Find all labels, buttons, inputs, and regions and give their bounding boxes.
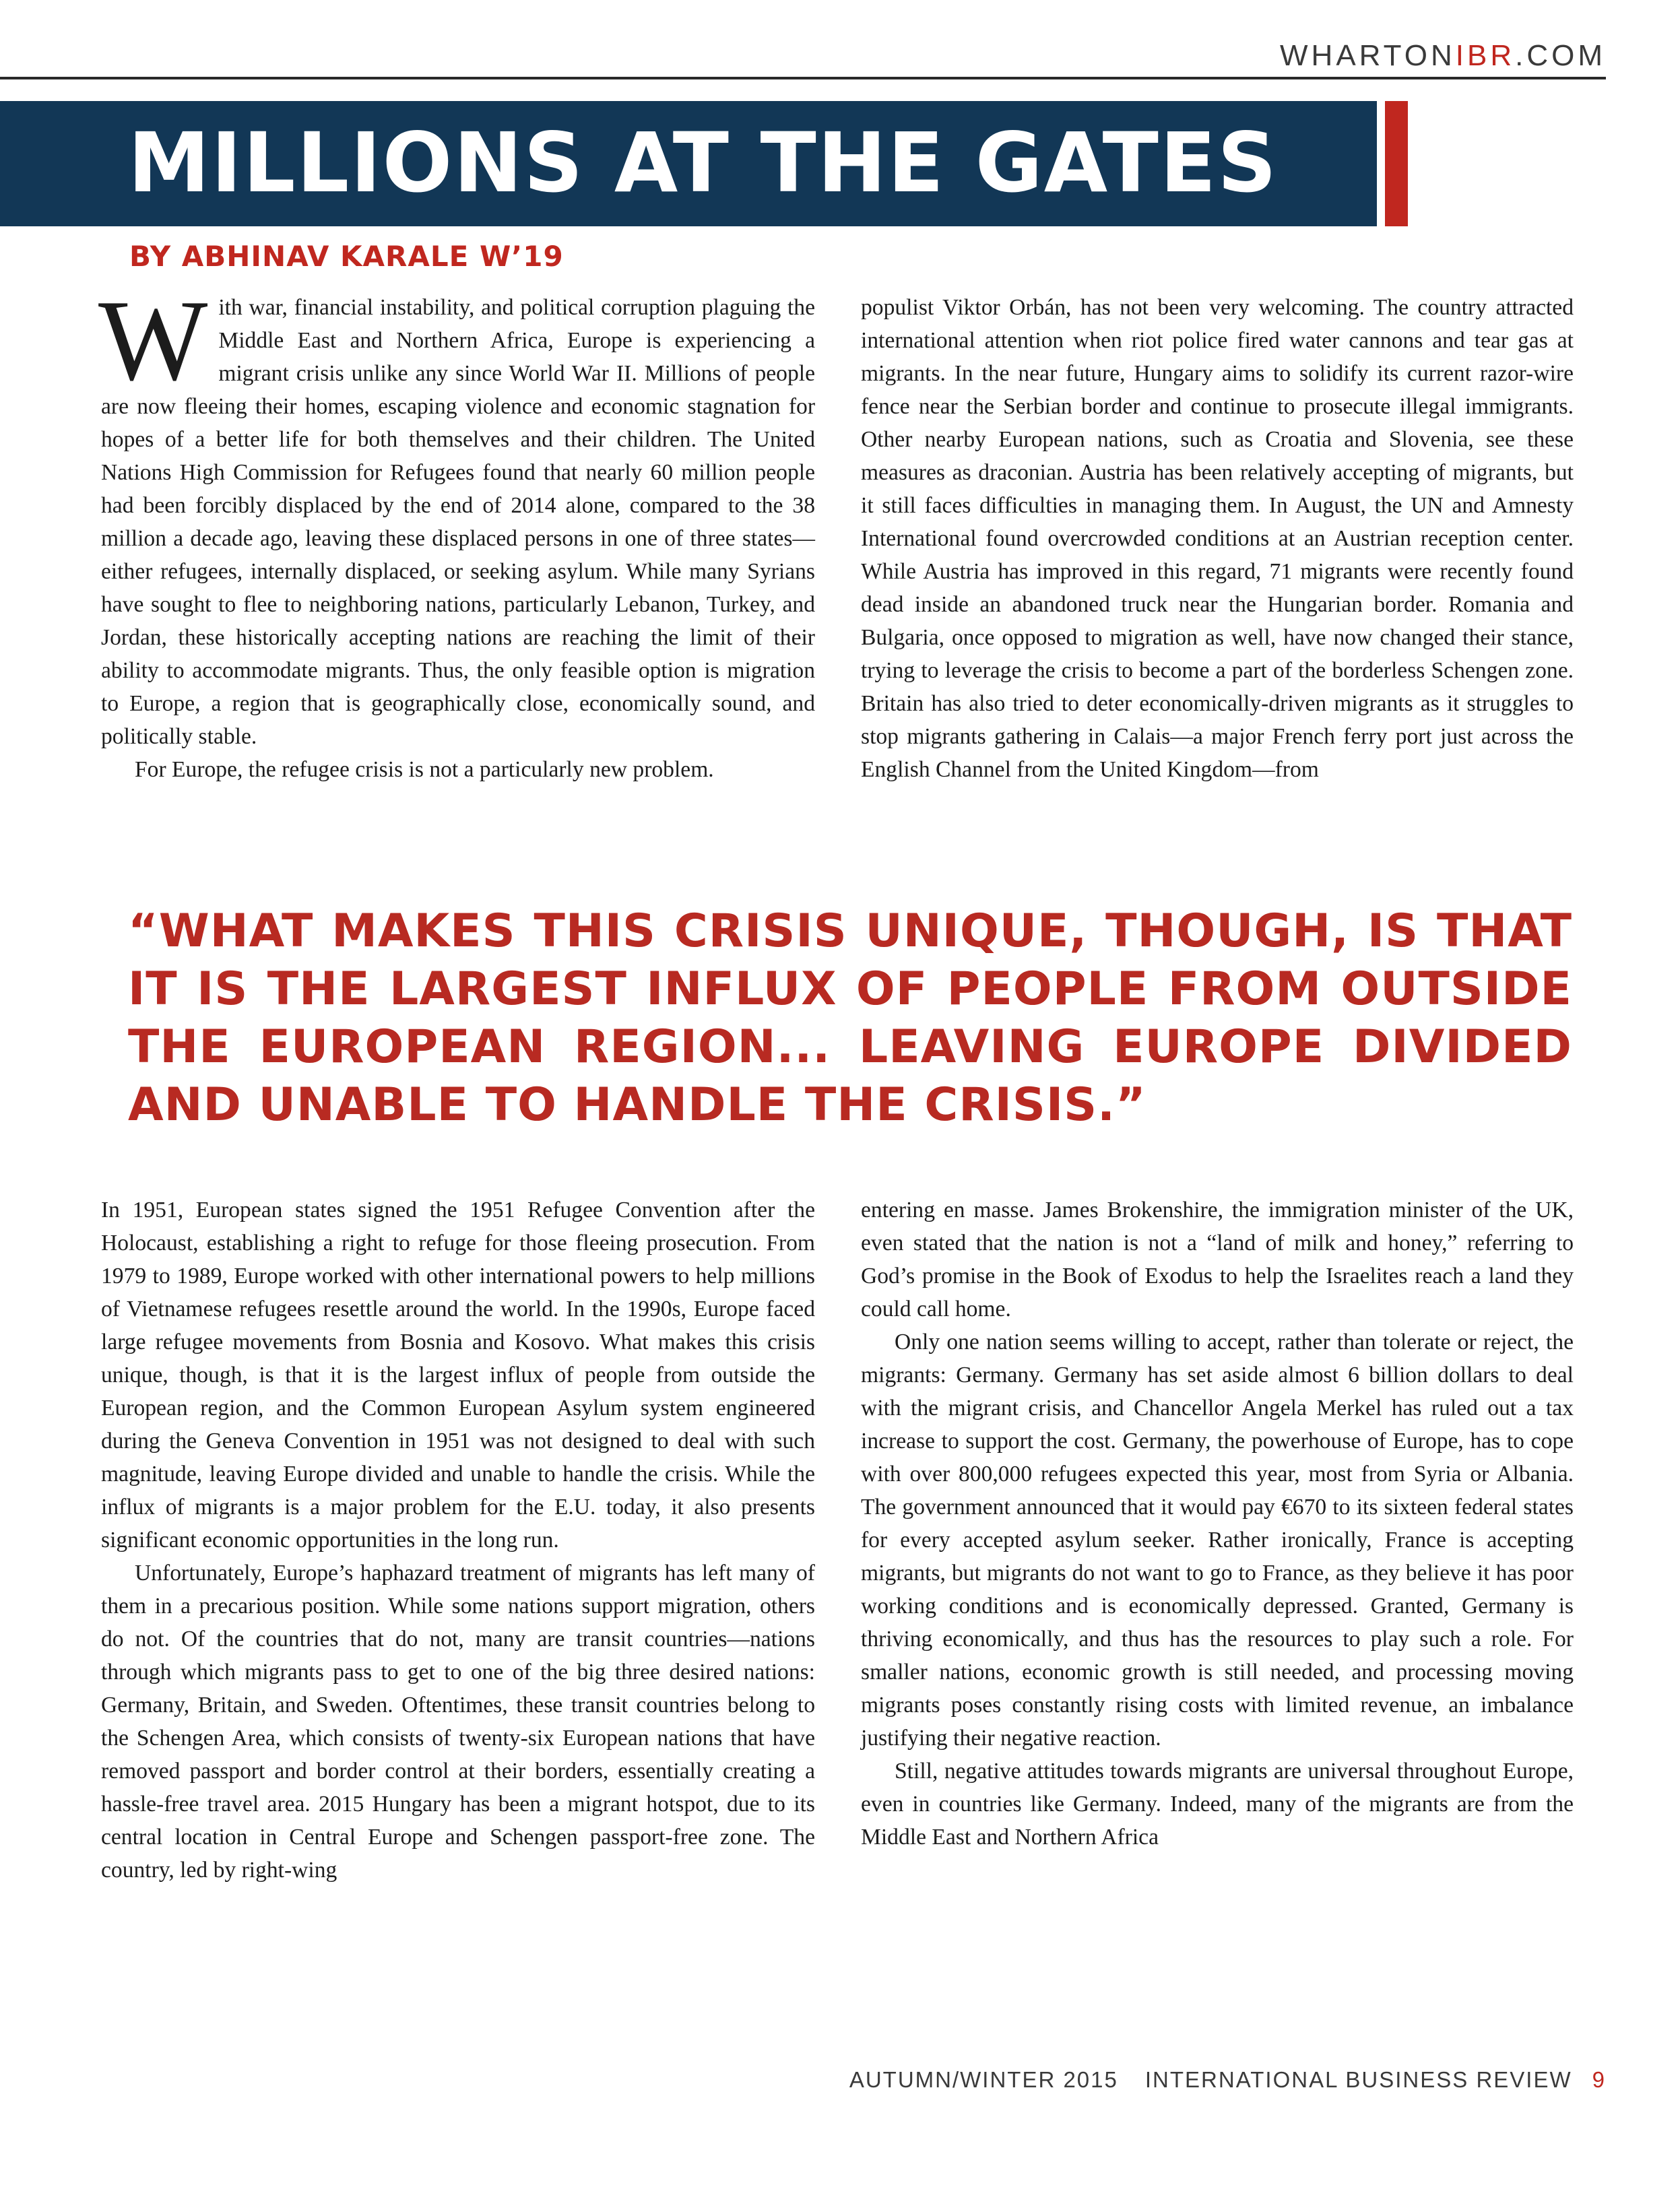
page-footer bbox=[849, 2067, 1606, 2093]
pull-quote: “WHAT MAKES THIS CRISIS UNIQUE, THOUGH, IS THAT IT IS THE LARGEST INFLUX OF PEOPLE FROM OUTSIDE THE EUROPEAN REGION... LEAVING EUROPE DIVIDED AND UNABLE TO HANDLE THE CRISIS.” bbox=[128, 905, 1572, 1132]
site-url-suffix: .COM bbox=[1515, 39, 1606, 72]
drop-cap: W bbox=[98, 277, 208, 405]
footer-issue: AUTUMN/WINTER 2015 bbox=[849, 2067, 1118, 2092]
site-url-accent: IBR bbox=[1455, 39, 1516, 72]
column-4 bbox=[861, 1194, 1574, 1854]
paragraph: Only one nation seems willing to accept, rather than tolerate or reject, the migrants: Germany. Germany has set aside almost 6 billion dollars to deal with the migrant crisis, and Chancellor Angela Merkel has ruled out a tax increase to support the cost. Germany, the powerhouse of Europe, has to cope with over 800,000 refugees expected this year, most from Syria or Albania. The government announced that it would pay €670 to its sixteen federal states for every accepted asylum seeker. Rather ironically, France is accepting migrants, but migrants do not want to go to France, as they believe it has poor working conditions and is economically depressed. Granted, Germany is thriving economically, and thus has the resources to play such a role. For smaller nations, economic growth is still needed, and processing moving migrants poses constantly rising costs with limited revenue, an imbalance justifying their negative reaction. bbox=[861, 1330, 1574, 1751]
footer-publication: INTERNATIONAL BUSINESS REVIEW bbox=[1144, 2067, 1572, 2092]
site-url-prefix: WHARTON bbox=[1280, 39, 1456, 72]
header-rule bbox=[0, 77, 1606, 79]
paragraph: entering en masse. James Brokenshire, the immigration minister of the UK, even stated that the nation is not a “land of milk and honey,” referring to God’s promise in the Book of Exodus to help the Israelites reach a land they could call home. bbox=[861, 1198, 1574, 1322]
article-title: MILLIONS AT THE GATES bbox=[128, 115, 1279, 211]
column-3 bbox=[101, 1194, 815, 1887]
article-byline: BY ABHINAV KARALE W’19 bbox=[129, 240, 564, 273]
column-1 bbox=[98, 277, 815, 786]
column-2 bbox=[861, 291, 1574, 786]
paragraph: Still, negative attitudes towards migrants are universal throughout Europe, even in countries like Germany. Indeed, many of the migrants are from the Middle East and Northern Africa bbox=[861, 1759, 1574, 1850]
paragraph: Unfortunately, Europe’s haphazard treatment of migrants has left many of them in a precarious position. While some nations support migration, others do not. Of the countries that do not, many are transit countries—nations through which migrants pass to get to one of the big three desired nations: Germany, Britain, and Sweden. Oftentimes, these transit countries belong to the Schengen Area, which consists of twenty-six European nations that have removed passport and border control at their borders, essentially creating a hassle-free travel area. 2015 Hungary has been a migrant hotspot, due to its central location in Central Europe and Schengen passport-free zone. The country, led by right-wing bbox=[101, 1561, 815, 1883]
paragraph bbox=[98, 277, 815, 753]
title-banner-accent bbox=[1385, 101, 1408, 226]
paragraph-text: ith war, financial instability, and political corruption plaguing the Middle East and Northern Africa, Europe is experiencing a migrant crisis unlike any since World War II. Millions of people are now fleeing their homes, escaping violence and economic stagnation for hopes of a better life for both themselves and their children. The United Nations High Commission for Refugees found that nearly 60 million people had been forcibly displaced by the end of 2014 alone, compared to the 38 million a decade ago, leaving these displaced persons in one of three states—either refugees, internally displaced, or seeking asylum. While many Syrians have sought to flee to neighboring nations, particularly Lebanon, Turkey, and Jordan, these historically accepting nations are reaching the limit of their ability to accommodate migrants. Thus, the only feasible option is migration to Europe, a region that is geographically close, economically sound, and politically stable. bbox=[101, 295, 815, 749]
paragraph: populist Viktor Orbán, has not been very welcoming. The country attracted international attention when riot police fired water cannons and tear gas at migrants. In the near future, Hungary aims to solidify its current razor-wire fence near the Serbian border and continue to prosecute illegal immigrants. Other nearby European nations, such as Croatia and Slovenia, see these measures as draconian. Austria has been relatively accepting of migrants, but it still faces difficulties in managing them. In August, the UN and Amnesty International found overcrowded conditions at an Austrian reception center. While Austria has improved in this regard, 71 migrants were recently found dead inside an abandoned truck near the Hungarian border. Romania and Bulgaria, once opposed to migration as well, have now changed their stance, trying to leverage the crisis to become a part of the borderless Schengen zone. Britain has also tried to deter economically-driven migrants as it struggles to stop migrants gathering in Calais—a major French ferry port just across the English Channel from the United Kingdom—from bbox=[861, 295, 1574, 782]
page-number: 9 bbox=[1592, 2067, 1606, 2092]
site-url[interactable] bbox=[1280, 39, 1606, 73]
paragraph: In 1951, European states signed the 1951 Refugee Convention after the Holocaust, establishing a right to refuge for those fleeing prosecution. From 1979 to 1989, Europe worked with other international powers to help millions of Vietnamese refugees resettle around the world. In the 1990s, Europe faced large refugee movements from Bosnia and Kosovo. What makes this crisis unique, though, is that it is the largest influx of people from outside the European region, and the Common European Asylum system engineered during the Geneva Convention in 1951 was not designed to deal with such magnitude, leaving Europe divided and unable to handle the crisis. While the influx of migrants is a major problem for the E.U. today, it also presents significant economic opportunities in the long run. bbox=[101, 1198, 815, 1553]
paragraph: For Europe, the refugee crisis is not a particularly new problem. bbox=[135, 757, 714, 782]
